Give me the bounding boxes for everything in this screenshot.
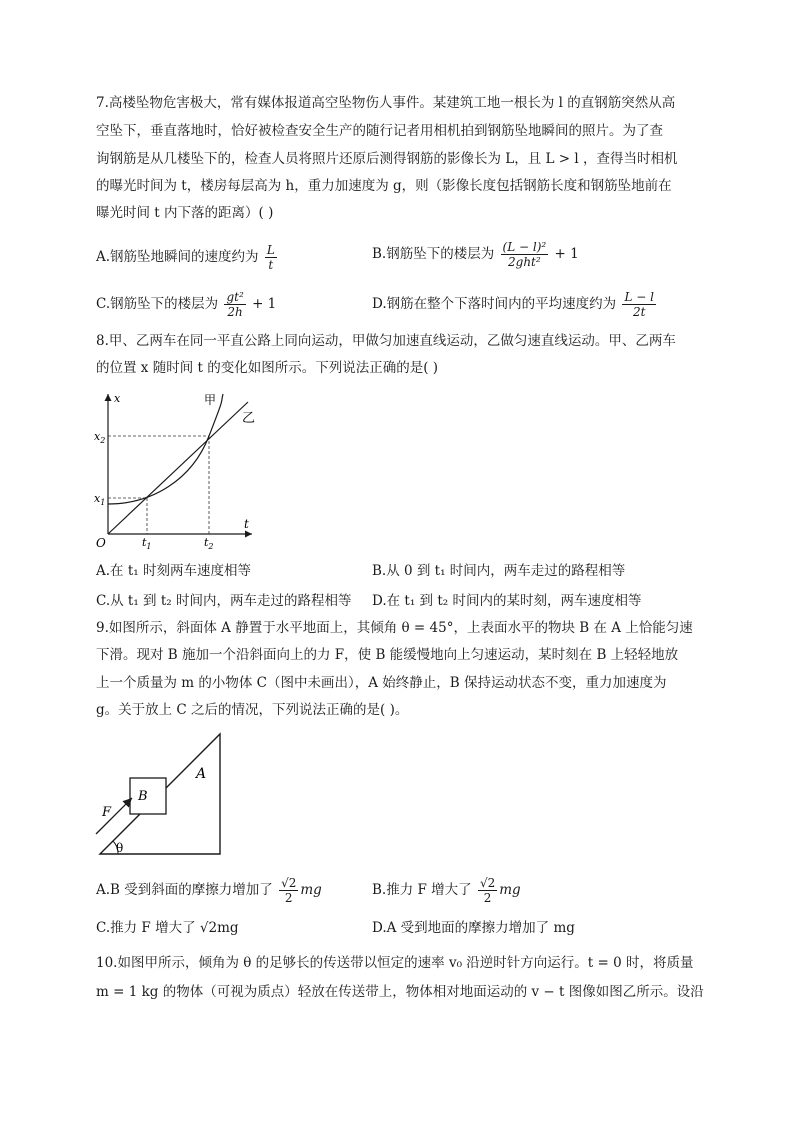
q8-curve-jia (108, 394, 223, 504)
q8-option-b[interactable]: B.从 0 到 t₁ 时间内，两车走过的路程相等 (372, 563, 626, 579)
q7-line-5: 曝光时间 t 内下落的距离）( ) (96, 205, 274, 221)
q9-line-2: 下滑。现对 B 施加一个沿斜面向上的力 F，使 B 能缓慢地向上匀速运动，某时刻在 B 上轻轻地放 (96, 647, 679, 663)
q7-option-a-text: A.钢筋坠地瞬间的速度约为 (96, 249, 259, 265)
q8-t2-label: $t_2$ (204, 536, 214, 550)
q9-option-c[interactable]: C.推力 F 增大了 √2mg (96, 920, 239, 936)
q8-label-jia: 甲 (204, 393, 217, 407)
q8-y-axis-label: x (114, 392, 121, 405)
q10-line-2: m = 1 kg 的物体（可视为质点）轻放在传送带上，物体相对地面运动的 v − t 图像如图乙所示。设沿 (96, 984, 704, 1000)
q8-option-d[interactable]: D.在 t₁ 到 t₂ 时间内的某时刻，两车速度相等 (372, 593, 642, 609)
q9-option-a-fraction: $\frac{√2}{2}$ (281, 876, 297, 905)
q7-option-d-text: D.钢筋在整个下落时间内的平均速度约为 (372, 296, 617, 312)
q7-option-a[interactable] (96, 243, 279, 272)
q9-line-1: 9.如图所示，斜面体 A 静置于水平地面上，其倾角 θ = 45°，上表面水平的物块 B 在 A 上恰能匀速 (96, 620, 693, 636)
q7-line-1: 7.高楼坠物危害极大，常有媒体报道高空坠物伤人事件。某建筑工地一根长为 l 的直钢筋突然从高 (96, 95, 676, 111)
q8-line-1: 8.甲、乙两车在同一平直公路上同向运动，甲做匀加速直线运动，乙做匀速直线运动。甲、乙两车 (96, 333, 676, 349)
q9-label-theta: θ (116, 841, 124, 855)
q9-option-b[interactable]: B.推力 F 增大了 $\frac{√2}{2}$ mg (372, 876, 521, 905)
q8-option-a[interactable]: A.在 t₁ 时刻两车速度相等 (96, 563, 251, 579)
q7-line-2: 空坠下，垂直落地时，恰好被检查安全生产的随行记者用相机拍到钢筋坠地瞬间的照片。为了查 (96, 123, 663, 139)
q8-option-c[interactable]: C.从 t₁ 到 t₂ 时间内，两车走过的路程相等 (96, 593, 352, 609)
q7-option-a-fraction: $\frac{L}{t}$ (266, 243, 275, 272)
q9-incline-figure (92, 728, 226, 860)
q9-line-3: 上一个质量为 m 的小物体 C（图中未画出），A 始终静止，B 保持运动状态不变，重力加速度为 (96, 675, 667, 691)
q7-option-c-fraction: $\frac{\text{gt²}}{2h}$ (226, 290, 244, 319)
q9-block-b (130, 778, 166, 814)
q8-origin-label: O (96, 536, 106, 550)
q7-option-b[interactable]: B.钢筋坠下的楼层为 $\frac{\text{(L − l)²}}{\text{2ght²}}$ + 1 (372, 240, 579, 269)
q9-label-b: B (138, 789, 148, 804)
q8-xt-graph (92, 388, 272, 550)
q7-option-d-fraction: $\frac{L - l}{2t}$ (624, 290, 654, 319)
q8-t-axis-label: t (244, 517, 249, 531)
q9-label-a: A (196, 766, 207, 782)
q7-option-d[interactable] (372, 290, 658, 319)
q8-x2-label: $x_2$ (94, 430, 106, 445)
q8-line-yi (108, 402, 248, 534)
q8-label-yi: 乙 (242, 411, 256, 426)
q9-option-b-fraction: $\frac{√2}{2}$ (479, 876, 496, 905)
q7-option-b-text: B.钢筋坠下的楼层为 (372, 246, 495, 262)
q7-option-c[interactable]: C.钢筋坠下的楼层为 $\frac{\text{gt²}}{2h}$ + 1 (96, 290, 277, 319)
q7-option-c-text: C.钢筋坠下的楼层为 (96, 296, 219, 312)
q8-line-2: 的位置 x 随时间 t 的变化如图所示。下列说法正确的是( ) (96, 360, 439, 376)
q10-line-1: 10.如图甲所示，倾角为 θ 的足够长的传送带以恒定的速率 v₀ 沿逆时针方向运行。t = 0 时，将质量 (96, 955, 694, 971)
q7-line-3: 询钢筋是从几楼坠下的，检查人员将照片还原后测得钢筋的影像长为 L，且 L > l ，查得当时相机 (96, 151, 678, 167)
q7-line-4: 的曝光时间为 t，楼房每层高为 h，重力加速度为 g，则（影像长度包括钢筋长度和钢筋坠地前在 (96, 178, 672, 194)
q8-x1-label: $x_1$ (94, 492, 106, 507)
q9-option-a[interactable]: A.B 受到斜面的摩擦力增加了 $\frac{√2}{2}$ mg (96, 876, 322, 905)
q9-label-f: F (102, 805, 112, 820)
q9-option-d[interactable]: D.A 受到地面的摩擦力增加了 mg (372, 920, 575, 936)
q9-line-4: g。关于放上 C 之后的情况，下列说法正确的是( )。 (96, 702, 409, 718)
q7-option-b-fraction: $\frac{\text{(L − l)²}}{\text{2ght²}}$ (502, 240, 547, 269)
q8-t1-label: $t_1$ (142, 536, 152, 550)
